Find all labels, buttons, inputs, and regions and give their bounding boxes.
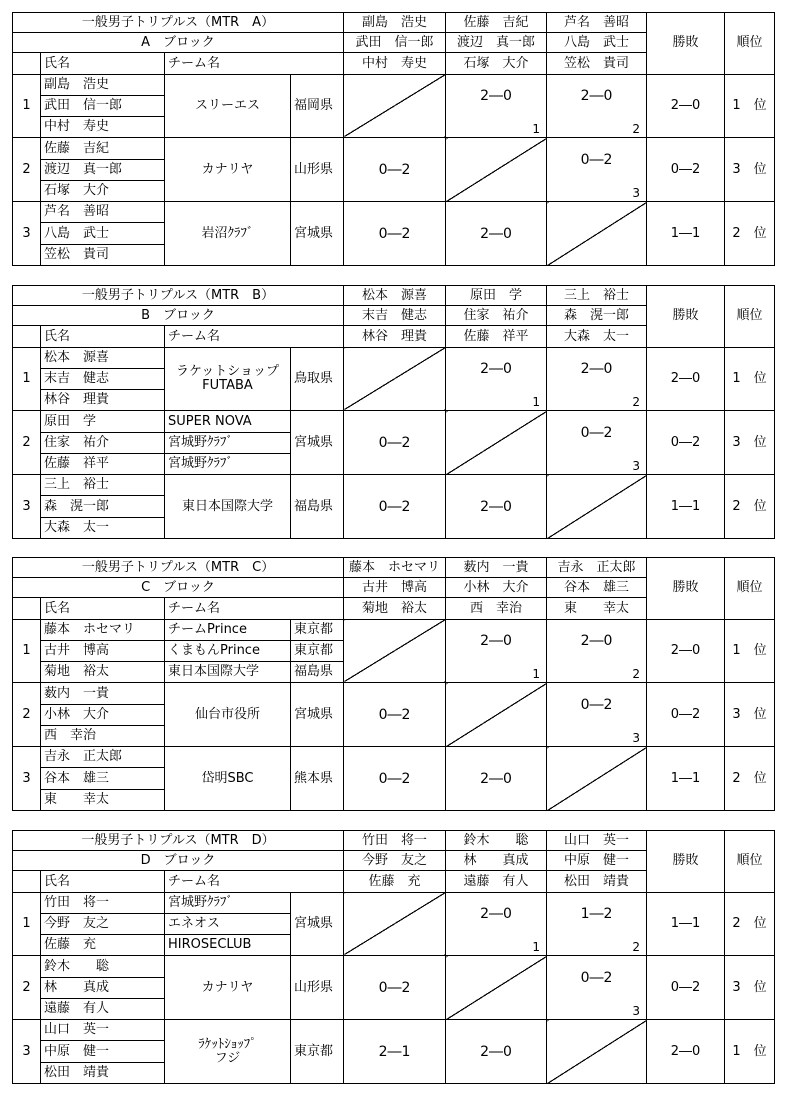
win-loss-record: 0―2 [647, 138, 725, 202]
opponent-header-name: 松本 源喜 [344, 286, 446, 306]
opponent-header-name: 吉永 正太郎 [547, 558, 647, 578]
team-name-line: カナリヤ [201, 979, 254, 995]
team-name-line: カナリヤ [201, 161, 254, 177]
score-value: 0―2 [580, 424, 613, 441]
player-name: 吉永 正太郎 [41, 747, 165, 768]
opponent-header-name: 藤本 ホセマリ [344, 558, 446, 578]
court-number: 1 [532, 122, 540, 137]
prefecture: 宮城県 [291, 892, 344, 956]
player-name: 佐藤 祥平 [41, 453, 165, 474]
match-score [446, 747, 547, 811]
court-number: 3 [632, 459, 641, 474]
final-rank: 3 位 [725, 411, 775, 475]
player-name: 松本 源喜 [41, 347, 165, 368]
block-title: 一般男子トリプルス（MTR D） [13, 831, 344, 851]
final-rank: 1 位 [725, 1020, 775, 1084]
block-d [12, 830, 774, 1084]
prefecture: 東京都 [291, 1020, 344, 1084]
self-match-diagonal [344, 347, 446, 411]
score-value: 0―2 [378, 434, 411, 451]
team-name [165, 475, 291, 539]
team-name [165, 747, 291, 811]
opponent-header-name: 鈴木 聡 [446, 831, 547, 851]
self-match-diagonal [344, 74, 446, 138]
court-number: 1 [532, 395, 541, 410]
match-score [547, 683, 647, 747]
match-score [547, 74, 647, 138]
opponent-header-name: 西 幸治 [446, 598, 547, 619]
record-header: 勝敗 [647, 286, 725, 348]
win-loss-record: 0―2 [647, 411, 725, 475]
team-name: 東日本国際大学 [165, 662, 291, 683]
opponent-header-name: 山口 英一 [547, 831, 647, 851]
opponent-header-name: 竹田 将一 [344, 831, 446, 851]
final-rank: 1 位 [725, 347, 775, 411]
opponent-header-name: 佐藤 充 [344, 871, 446, 892]
team-header: チーム名 [165, 326, 344, 347]
opponent-header-name: 中原 健一 [547, 851, 647, 871]
court-number: 1 [532, 940, 541, 955]
opponent-header-name: 今野 友之 [344, 851, 446, 871]
prefecture: 東京都 [291, 640, 344, 661]
opponent-header-name: 遠藤 有人 [446, 871, 547, 892]
rank-header: 順位 [725, 831, 775, 893]
entry-number: 2 [13, 138, 41, 202]
score-value: 2―0 [580, 633, 613, 650]
record-header: 勝敗 [647, 831, 725, 893]
self-match-diagonal [446, 956, 547, 1020]
win-loss-record: 1―1 [647, 475, 725, 539]
score-value: 0―2 [378, 498, 411, 515]
score-value: 2―0 [480, 498, 512, 515]
team-name-line: 岱明SBC [201, 770, 254, 786]
final-rank: 1 位 [725, 74, 775, 138]
court-number: 2 [632, 395, 641, 410]
final-rank: 2 位 [725, 202, 775, 266]
court-number: 2 [632, 122, 640, 137]
team-name: 宮城野ｸﾗﾌﾞ [165, 432, 291, 453]
match-score [344, 683, 446, 747]
player-name: 渡辺 真一郎 [41, 159, 165, 180]
prefecture: 宮城県 [291, 683, 344, 747]
score-value: 2―0 [580, 361, 613, 378]
player-name: 佐藤 吉紀 [41, 138, 165, 159]
self-match-diagonal [344, 892, 446, 956]
opponent-header-name: 三上 裕士 [547, 286, 647, 306]
team-name-line: フジ [214, 1050, 241, 1066]
opponent-header-name: 原田 学 [446, 286, 547, 306]
score-value: 2―0 [480, 1043, 512, 1060]
final-rank: 3 位 [725, 683, 775, 747]
team-name: SUPER NOVA [165, 411, 291, 432]
player-name: 菊地 裕太 [41, 662, 165, 683]
opponent-header-name: 笠松 貴司 [547, 53, 647, 74]
team-header: チーム名 [165, 871, 344, 892]
score-value: 0―2 [378, 161, 411, 178]
match-score [344, 956, 446, 1020]
score-value: 2―0 [480, 770, 512, 787]
opponent-header-name: 林 真成 [446, 851, 547, 871]
opponent-header-name: 佐藤 吉紀 [446, 13, 547, 33]
score-value: 2―0 [480, 88, 512, 105]
win-loss-record: 2―0 [647, 1020, 725, 1084]
opponent-header-name: 石塚 大介 [446, 53, 547, 74]
prefecture: 福島県 [291, 662, 344, 683]
final-rank: 1 位 [725, 619, 775, 683]
match-score [344, 1020, 446, 1084]
score-value: 0―2 [378, 979, 411, 996]
score-value: 0―2 [580, 969, 613, 986]
player-name: 竹田 将一 [41, 892, 165, 913]
entry-number: 1 [13, 892, 41, 956]
self-match-diagonal [547, 747, 647, 811]
score-value: 2―0 [480, 633, 512, 650]
player-name: 薮内 一貴 [41, 683, 165, 704]
self-match-diagonal [547, 1020, 647, 1084]
player-name: 東 幸太 [41, 789, 165, 810]
team-name [165, 956, 291, 1020]
team-name: 宮城野ｸﾗﾌﾞ [165, 453, 291, 474]
prefecture: 福岡県 [291, 74, 344, 138]
self-match-diagonal [547, 202, 647, 266]
team-name: 宮城野ｸﾗﾌﾞ [165, 892, 291, 913]
prefecture: 山形県 [291, 956, 344, 1020]
name-header: 氏名 [41, 326, 165, 347]
final-rank: 2 位 [725, 747, 775, 811]
team-name [165, 138, 291, 202]
court-number: 3 [632, 731, 641, 746]
opponent-header-name: 東 幸太 [547, 598, 647, 619]
self-match-diagonal [446, 411, 547, 475]
standings-table [12, 830, 775, 1084]
self-match-diagonal [344, 619, 446, 683]
player-name: 遠藤 有人 [41, 998, 165, 1019]
match-score [547, 347, 647, 411]
standings-table [12, 557, 775, 811]
team-name: エネオス [165, 913, 291, 934]
score-value: 2―0 [580, 88, 613, 105]
final-rank: 3 位 [725, 138, 775, 202]
player-name: 西 幸治 [41, 725, 165, 746]
block-title: 一般男子トリプルス（MTR B） [13, 286, 344, 306]
player-name: 鈴木 聡 [41, 956, 165, 977]
win-loss-record: 2―0 [647, 347, 725, 411]
player-name: 副島 浩史 [41, 74, 165, 95]
block-title: 一般男子トリプルス（MTR A） [13, 13, 344, 33]
opponent-header-name: 芦名 善昭 [547, 13, 647, 33]
prefecture: 熊本県 [291, 747, 344, 811]
player-name: 芦名 善昭 [41, 202, 165, 223]
win-loss-record: 0―2 [647, 683, 725, 747]
team-name: くまもんPrince [165, 640, 291, 661]
score-value: 0―2 [378, 706, 411, 723]
prefecture: 宮城県 [291, 411, 344, 475]
block-label: D ブロック [13, 851, 344, 871]
score-value: 0―2 [378, 770, 411, 787]
block-b [12, 285, 774, 539]
team-header: チーム名 [165, 598, 344, 619]
player-name: 三上 裕士 [41, 475, 165, 496]
player-name: 住家 祐介 [41, 432, 165, 453]
match-score [547, 411, 647, 475]
match-score [547, 619, 647, 683]
num-header [13, 598, 41, 619]
score-value: 2―1 [378, 1043, 411, 1060]
player-name: 石塚 大介 [41, 180, 165, 201]
match-score [547, 956, 647, 1020]
player-name: 藤本 ホセマリ [41, 619, 165, 640]
team-name-line: FUTABA [202, 378, 253, 394]
score-value: 1―2 [580, 906, 613, 923]
opponent-header-name: 小林 大介 [446, 578, 547, 598]
match-score [344, 411, 446, 475]
player-name: 末吉 健志 [41, 368, 165, 389]
self-match-diagonal [446, 138, 547, 202]
opponent-header-name: 林谷 理貴 [344, 326, 446, 347]
opponent-header-name: 渡辺 真一郎 [446, 33, 547, 53]
team-name-line: 仙台市役所 [194, 706, 260, 722]
player-name: 古井 博高 [41, 640, 165, 661]
opponent-header-name: 住家 祐介 [446, 306, 547, 326]
entry-number: 3 [13, 747, 41, 811]
player-name: 今野 友之 [41, 913, 165, 934]
player-name: 原田 学 [41, 411, 165, 432]
score-value: 2―0 [480, 361, 512, 378]
team-name-line: 東日本国際大学 [181, 498, 273, 514]
player-name: 中村 寿史 [41, 117, 165, 138]
prefecture: 山形県 [291, 138, 344, 202]
opponent-header-name: 古井 博高 [344, 578, 446, 598]
court-number: 1 [532, 667, 541, 682]
opponent-header-name: 副島 浩史 [344, 13, 446, 33]
team-name-line: スリーエス [194, 98, 260, 114]
standings-table [12, 285, 775, 539]
match-score [344, 475, 446, 539]
num-header [13, 326, 41, 347]
match-score [446, 1020, 547, 1084]
record-header: 勝敗 [647, 13, 725, 75]
score-value: 2―0 [480, 225, 512, 242]
player-name: 林 真成 [41, 977, 165, 998]
match-score [446, 202, 547, 266]
player-name: 大森 太一 [41, 517, 165, 538]
opponent-header-name: 八島 武士 [547, 33, 647, 53]
player-name: 武田 信一郎 [41, 95, 165, 116]
rank-header: 順位 [725, 13, 775, 75]
win-loss-record: 1―1 [647, 202, 725, 266]
block-label: B ブロック [13, 306, 344, 326]
num-header [13, 53, 41, 74]
entry-number: 1 [13, 619, 41, 683]
team-name-line: 岩沼ｸﾗﾌﾞ [201, 225, 254, 241]
score-value: 2―0 [480, 906, 512, 923]
self-match-diagonal [446, 683, 547, 747]
opponent-header-name: 中村 寿史 [344, 53, 446, 74]
match-score [446, 74, 547, 138]
player-name: 中原 健一 [41, 1041, 165, 1062]
opponent-header-name: 大森 太一 [547, 326, 647, 347]
win-loss-record: 0―2 [647, 956, 725, 1020]
standings-table [12, 12, 775, 266]
block-c [12, 557, 774, 811]
final-rank: 2 位 [725, 892, 775, 956]
block-label: A ブロック [13, 33, 344, 53]
entry-number: 2 [13, 411, 41, 475]
team-header: チーム名 [165, 53, 344, 74]
match-score [446, 347, 547, 411]
opponent-header-name: 谷本 雄三 [547, 578, 647, 598]
prefecture: 鳥取県 [291, 347, 344, 411]
entry-number: 1 [13, 74, 41, 138]
win-loss-record: 2―0 [647, 74, 725, 138]
player-name: 松田 靖貴 [41, 1062, 165, 1083]
entry-number: 3 [13, 475, 41, 539]
num-header [13, 871, 41, 892]
match-score [344, 202, 446, 266]
match-score [547, 138, 647, 202]
match-score [344, 747, 446, 811]
player-name: 笠松 貴司 [41, 244, 165, 265]
team-name [165, 202, 291, 266]
opponent-header-name: 森 滉一郎 [547, 306, 647, 326]
player-name: 佐藤 充 [41, 935, 165, 956]
self-match-diagonal [547, 475, 647, 539]
court-number: 3 [632, 186, 640, 201]
team-name: HIROSECLUB [165, 935, 291, 956]
rank-header: 順位 [725, 286, 775, 348]
score-value: 0―2 [580, 151, 613, 168]
rank-header: 順位 [725, 558, 775, 620]
match-score [446, 619, 547, 683]
opponent-header-name: 末吉 健志 [344, 306, 446, 326]
block-label: C ブロック [13, 578, 344, 598]
court-number: 3 [632, 1004, 641, 1019]
entry-number: 1 [13, 347, 41, 411]
team-name [165, 74, 291, 138]
match-score [446, 475, 547, 539]
record-header: 勝敗 [647, 558, 725, 620]
opponent-header-name: 松田 靖貴 [547, 871, 647, 892]
opponent-header-name: 菊地 裕太 [344, 598, 446, 619]
score-value: 0―2 [378, 225, 411, 242]
name-header: 氏名 [41, 53, 165, 74]
prefecture: 福島県 [291, 475, 344, 539]
match-score [344, 138, 446, 202]
opponent-header-name: 佐藤 祥平 [446, 326, 547, 347]
match-score [446, 892, 547, 956]
prefecture: 東京都 [291, 619, 344, 640]
player-name: 林谷 理貴 [41, 390, 165, 411]
win-loss-record: 1―1 [647, 747, 725, 811]
entry-number: 3 [13, 202, 41, 266]
final-rank: 2 位 [725, 475, 775, 539]
prefecture: 宮城県 [291, 202, 344, 266]
block-title: 一般男子トリプルス（MTR C） [13, 558, 344, 578]
player-name: 谷本 雄三 [41, 768, 165, 789]
player-name: 八島 武士 [41, 223, 165, 244]
court-number: 2 [632, 940, 641, 955]
team-name [165, 1020, 291, 1084]
name-header: 氏名 [41, 598, 165, 619]
player-name: 小林 大介 [41, 704, 165, 725]
match-score [547, 892, 647, 956]
score-value: 0―2 [580, 696, 613, 713]
team-name: チームPrince [165, 619, 291, 640]
team-name [165, 347, 291, 411]
team-name-line: ラケットショップ [175, 364, 280, 380]
win-loss-record: 2―0 [647, 619, 725, 683]
entry-number: 3 [13, 1020, 41, 1084]
player-name: 森 滉一郎 [41, 496, 165, 517]
entry-number: 2 [13, 683, 41, 747]
opponent-header-name: 薮内 一貴 [446, 558, 547, 578]
win-loss-record: 1―1 [647, 892, 725, 956]
final-rank: 3 位 [725, 956, 775, 1020]
team-name-line: ﾗｹｯﾄｼｮｯﾌﾟ [198, 1036, 257, 1052]
opponent-header-name: 武田 信一郎 [344, 33, 446, 53]
name-header: 氏名 [41, 871, 165, 892]
player-name: 山口 英一 [41, 1020, 165, 1041]
entry-number: 2 [13, 956, 41, 1020]
block-a [12, 12, 774, 266]
team-name [165, 683, 291, 747]
court-number: 2 [632, 667, 641, 682]
